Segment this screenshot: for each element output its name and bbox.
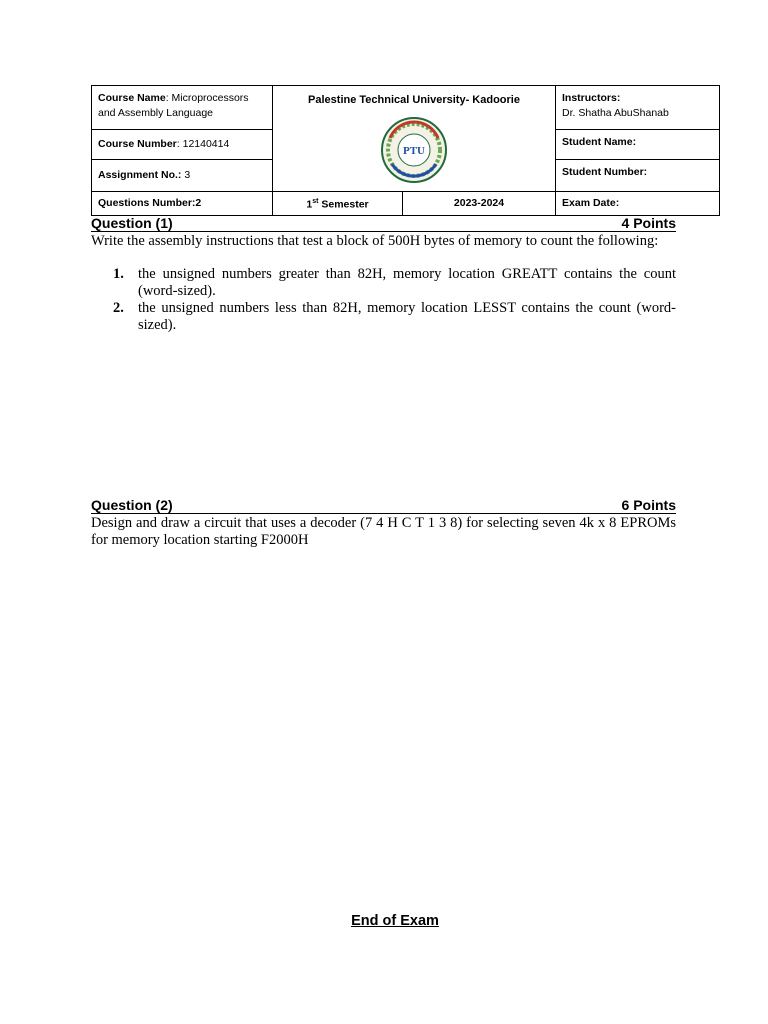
semester-cell — [273, 192, 403, 216]
question2-text: Design and draw a circuit that uses a decoder (7 4 H C T 1 3 8) for selecting seven 4k x 8 EPROMs for memory location starting F2000H — [91, 515, 676, 548]
semester-text: Semester — [318, 198, 369, 211]
questions-number: Questions Number:2 — [98, 197, 202, 209]
list-item-number: 2. — [113, 300, 124, 316]
assignment-label: Assignment No.: — [98, 169, 182, 181]
assignment-value: 3 — [181, 169, 191, 181]
course-name-label: Course Name — [98, 92, 166, 104]
list-item-number: 1. — [113, 266, 124, 282]
instructor-name: Dr. Shatha AbuShanab — [562, 107, 669, 119]
course-name-cell — [92, 86, 273, 130]
question1-list — [113, 266, 676, 334]
university-name: Palestine Technical University- Kadoorie — [308, 94, 520, 106]
student-name-cell — [556, 130, 720, 160]
list-item — [113, 266, 676, 299]
question2-points: 6 Points — [621, 497, 676, 513]
end-of-exam: End of Exam — [351, 913, 439, 929]
exam-header-table — [91, 85, 720, 216]
question2-heading — [91, 497, 676, 514]
course-number-value: : 12140414 — [176, 138, 230, 150]
semester-sup: st — [312, 198, 319, 206]
question1-heading — [91, 215, 676, 232]
university-logo-icon — [378, 116, 450, 184]
course-name-value: : Microprocessors and Assembly Language — [98, 92, 249, 119]
semester-num: 1 — [306, 198, 313, 211]
list-item-text: the unsigned numbers less than 82H, memory location LESST contains the count (word-sized). — [138, 300, 676, 333]
question1-title: Question (1) — [91, 215, 173, 231]
assignment-cell — [92, 160, 273, 192]
year-cell — [403, 192, 556, 216]
list-item — [113, 300, 676, 333]
student-number-cell — [556, 160, 720, 192]
student-name-label: Student Name: — [562, 136, 637, 148]
question2-title: Question (2) — [91, 497, 173, 513]
instructors-cell — [556, 86, 720, 130]
question1-points: 4 Points — [621, 215, 676, 231]
instructors-label: Instructors: — [562, 92, 621, 104]
logo-text: PTU — [403, 145, 425, 157]
exam-date-cell — [556, 192, 720, 216]
questions-number-cell — [92, 192, 273, 216]
university-cell — [273, 86, 556, 192]
academic-year: 2023-2024 — [453, 197, 505, 209]
student-number-label: Student Number: — [562, 166, 648, 178]
exam-date-label: Exam Date: — [562, 197, 620, 209]
course-number-label: Course Number — [98, 138, 177, 150]
question1-intro: Write the assembly instructions that test a block of 500H bytes of memory to count the following: — [91, 233, 659, 249]
course-number-cell — [92, 130, 273, 160]
list-item-text: the unsigned numbers greater than 82H, memory location GREATT contains the count (word-sized). — [138, 266, 676, 299]
